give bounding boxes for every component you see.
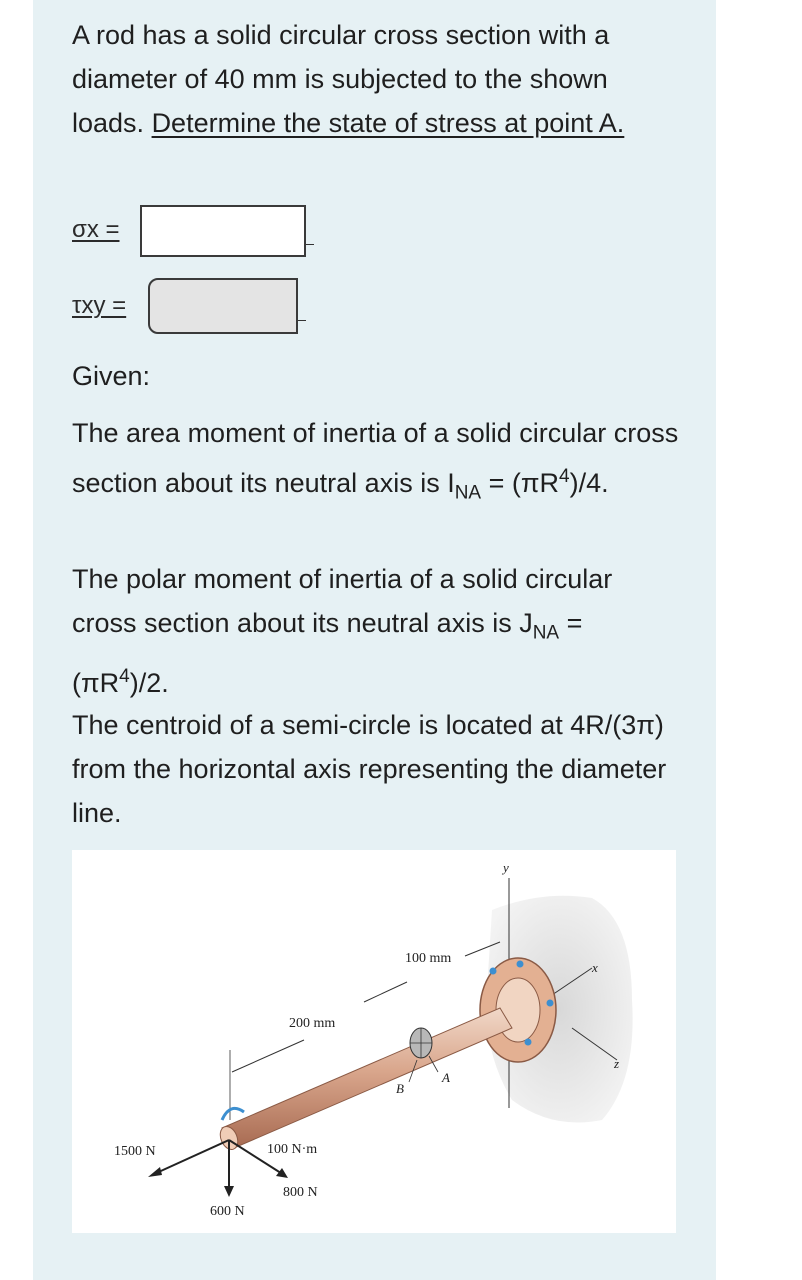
dim-200-line: [232, 1040, 304, 1072]
given-centroid: The centroid of a semi-circle is located at 4R/(3π) from the horizontal axis representing the diameter line.: [72, 710, 667, 828]
tau-row: [72, 292, 126, 320]
point-a-label: A: [442, 1070, 450, 1085]
given-inertia: [72, 411, 682, 515]
polar-sub: NA: [532, 622, 560, 644]
y-axis-label: y: [503, 860, 509, 875]
torque-arrow-icon: [222, 1108, 244, 1120]
point-b-label: B: [396, 1081, 404, 1096]
inertia-eq: = (πR: [481, 468, 559, 498]
force-1500-arrow: [152, 1140, 229, 1175]
x-axis-label: x: [592, 960, 598, 975]
polar-text: The polar moment of inertia of a solid circular cross section about its neutral axis is J: [72, 564, 613, 638]
sigma-input-tick: [306, 244, 314, 245]
sigma-row: [72, 216, 120, 244]
problem-text: A rod has a solid circular cross section with a diameter of 40 mm is subjected to the shown loads.: [72, 20, 610, 138]
given-heading: Given:: [72, 361, 151, 391]
bolt-icon: [517, 961, 524, 968]
inertia-sub: NA: [454, 482, 482, 504]
inertia-text: The area moment of inertia of a solid circular cross section about its neutral axis is I: [72, 418, 679, 498]
problem-task: Determine the state of stress at point A.: [151, 108, 625, 138]
given-polar: [72, 557, 682, 705]
tau-input[interactable]: [148, 278, 298, 334]
z-axis-label: z: [614, 1056, 620, 1071]
problem-statement: [72, 13, 682, 145]
rod-diagram: [72, 850, 676, 1233]
dim-100-line: [364, 982, 407, 1002]
force-1500-arrowhead: [148, 1167, 162, 1177]
torque-label: 100 N·m: [267, 1142, 318, 1157]
tau-label: τxy =: [72, 292, 127, 319]
rod-figure: [72, 850, 676, 1233]
force-1500-label: 1500 N: [114, 1144, 156, 1159]
inertia-sup: 4: [559, 466, 570, 487]
bolt-icon: [490, 968, 497, 975]
sigma-label: σx =: [72, 216, 120, 243]
dim-200mm: 200 mm: [289, 1016, 336, 1031]
rod: [222, 1008, 512, 1148]
sigma-input[interactable]: [140, 205, 306, 257]
polar-end: )/2.: [129, 668, 169, 699]
polar-sup: 4: [119, 666, 130, 688]
dim-100mm: 100 mm: [405, 951, 452, 966]
polar-eq: = (πR: [72, 608, 583, 699]
force-800-arrowhead: [276, 1168, 288, 1178]
force-800-label: 800 N: [283, 1185, 318, 1200]
inertia-end: )/4.: [569, 468, 609, 498]
force-600-label: 600 N: [210, 1204, 245, 1219]
tau-input-tick: [298, 320, 306, 321]
bolt-icon: [547, 1000, 554, 1007]
bolt-icon: [525, 1039, 532, 1046]
force-600-arrowhead: [224, 1186, 234, 1197]
